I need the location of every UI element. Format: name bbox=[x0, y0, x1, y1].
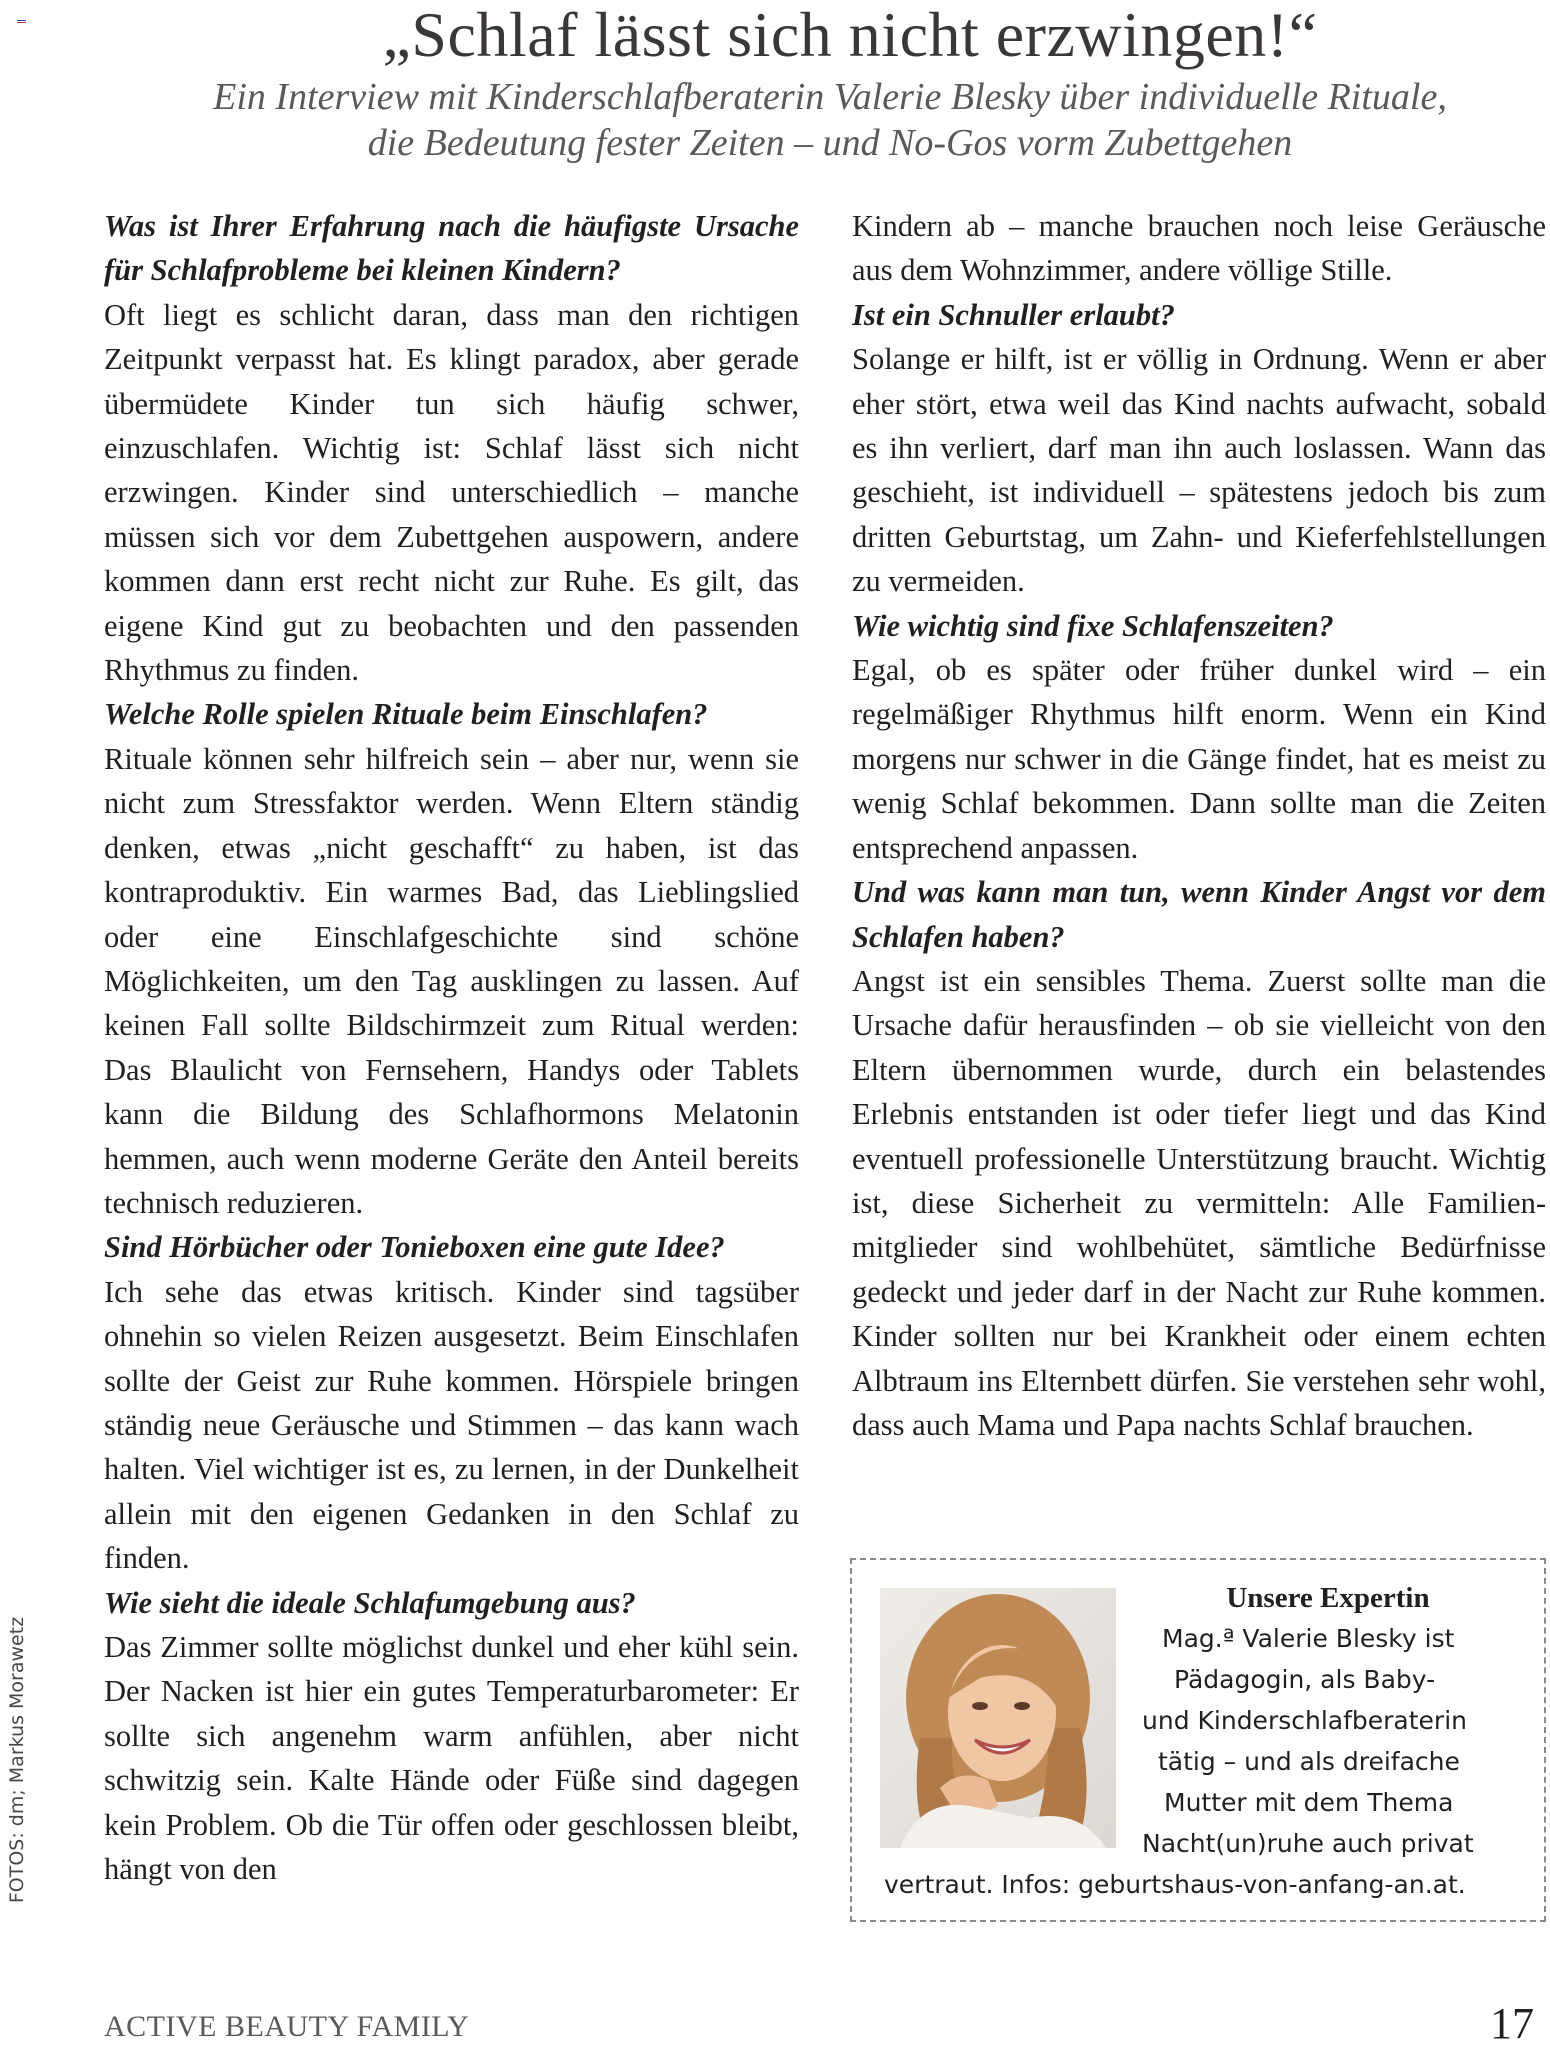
article-title: „Schlaf lässt sich nicht erzwingen!“ bbox=[382, 0, 1318, 70]
photo-credit bbox=[0, 1580, 34, 1940]
interview-answer: Kindern ab – manche brauchen noch leise Geräusche aus dem Wohnzimmer, andere völlige Stille. bbox=[852, 209, 1546, 288]
interview-question: Welche Rolle spielen Rituale beim Einschlafen? bbox=[104, 697, 708, 732]
expert-line: und Kinderschlafberaterin bbox=[1142, 1706, 1467, 1735]
interview-answer: Angst ist ein sensibles Thema. Zuerst sollte man die Ursache dafür herausfinden – ob sie vielleicht von den Eltern übernommen wurde, durch ein belastendes Erlebnis entstanden ist oder tiefer liegt und das Kind eventuell professionelle Unterstützung braucht. Wichtig ist, diese Sicherheit zu vermitteln: Alle Familienmitglieder sind wohlbehütet, sämtliche Bedürfnisse gedeckt und jeder darf in der Nacht zur Ruhe kommen. Kinder sollten nur bei Krankheit oder einem echten Albtraum ins Elternbett dürfen. Sie verstehen sehr wohl, dass auch Mama und Papa nachts Schlaf brauchen. bbox=[852, 963, 1546, 1442]
expert-line: Mutter mit dem Thema bbox=[1164, 1788, 1454, 1817]
expert-line: Nacht(un)ruhe auch privat bbox=[1142, 1829, 1474, 1858]
left-column bbox=[104, 204, 799, 1891]
expert-description bbox=[852, 1618, 1548, 1905]
expert-box-title: Unsere Expertin bbox=[1226, 1582, 1430, 1614]
expert-line: vertraut. Infos: geburtshaus-von-anfang-an.at. bbox=[884, 1870, 1466, 1899]
photo-credit-text: FOTOS: dm; Markus Morawetz bbox=[6, 1616, 28, 1904]
interview-question: Sind Hörbücher oder Tonieboxen eine gute Idee? bbox=[104, 1230, 725, 1265]
interview-answer: Ich sehe das etwas kritisch. Kinder sind tagsüber ohnehin so vielen Reizen ausgesetzt. Beim Einschlafen sollte der Geist zur Ruhe kommen. Hörspiele bringen ständig neue Geräusche und Stimmen – das kann wach halten. Viel wichtiger ist es, zu lernen, in der Dunkelheit allein mit den eigenen Gedanken in den Schlaf zu finden. bbox=[104, 1274, 799, 1576]
subtitle-line: die Bedeutung fester Zeiten – und No-Gos vorm Zubettgehen bbox=[367, 122, 1293, 164]
expert-line: Pädagogin, als Baby- bbox=[1174, 1665, 1436, 1694]
expert-info-box bbox=[850, 1558, 1546, 1922]
article-subtitle bbox=[130, 74, 1530, 166]
magazine-name: ACTIVE BEAUTY FAMILY bbox=[104, 2010, 470, 2043]
right-column bbox=[852, 204, 1546, 1447]
interview-question: Wie wichtig sind fixe Schlafenszeiten? bbox=[852, 608, 1334, 643]
page-number: 17 bbox=[1490, 1999, 1534, 2048]
interview-question: Wie sieht die ideale Schlafumgebung aus? bbox=[104, 1585, 636, 1620]
interview-answer: Egal, ob es später oder früher dunkel wird – ein regelmäßiger Rhythmus hilft enorm. Wenn ein Kind morgens nur schwer in die Gänge findet, hat es meist zu wenig Schlaf bekommen. Dann sollte man die Zeiten entsprechend anpassen. bbox=[852, 653, 1546, 865]
color-mark-icon bbox=[17, 20, 26, 23]
interview-answer: Rituale können sehr hilfreich sein – aber nur, wenn sie nicht zum Stressfaktor werden. Wenn Eltern ständig denken, etwas „nicht geschafft“ zu haben, ist das kontraproduktiv. Ein warmes Bad, das Lieblingslied oder eine Einschlafgeschichte sind schöne Möglichkeiten, um den Tag ausklingen zu lassen. Auf keinen Fall sollte Bildschirmzeit zum Ritual werden: Das Blaulicht von Fernsehern, Handys oder Tablets kann die Bildung des Schlafhormons Melatonin hemmen, auch wenn moderne Geräte den Anteil bereits technisch reduzieren. bbox=[104, 741, 799, 1220]
interview-question: Was ist Ihrer Erfahrung nach die häufigste Ursache für Schlafprobleme bei kleinen Kindern? bbox=[104, 209, 799, 288]
interview-question: Und was kann man tun, wenn Kinder Angst vor dem Schlafen haben? bbox=[852, 875, 1546, 954]
expert-line: Mag.ª Valerie Blesky ist bbox=[1162, 1624, 1455, 1653]
subtitle-line: Ein Interview mit Kinderschlafberaterin Valerie Blesky über individuelle Rituale, bbox=[213, 76, 1447, 118]
interview-answer: Das Zimmer sollte möglichst dunkel und eher kühl sein. Der Nacken ist hier ein gutes Temperaturbarometer: Er sollte sich angenehm warm anfühlen, aber nicht schwitzig sein. Kalte Hände oder Füße sind dagegen kein Problem. Ob die Tür offen oder geschlossen bleibt, hängt von den bbox=[104, 1630, 799, 1887]
interview-answer: Oft liegt es schlicht daran, dass man den richtigen Zeitpunkt verpasst hat. Es klingt paradox, aber gerade übermüdete Kinder tun sich häufig schwer, einzuschlafen. Wichtig ist: Schlaf lässt sich nicht erzwingen. Kinder sind unterschiedlich – manche müssen sich vor dem Zubettgehen auspowern, andere kommen dann erst recht nicht zur Ruhe. Es gilt, das eigene Kind gut zu beobachten und den passenden Rhythmus zu finden. bbox=[104, 297, 799, 688]
interview-answer: Solange er hilft, ist er völlig in Ordnung. Wenn er aber eher stört, etwa weil das Kind nachts aufwacht, sobald es ihn verliert, darf man ihn auch loslassen. Wann das geschieht, ist individuell – spätestens jedoch bis zum dritten Geburtstag, um Zahn- und Kieferfehlstellungen zu vermeiden. bbox=[852, 342, 1546, 599]
expert-line: tätig – und als dreifache bbox=[1158, 1747, 1460, 1776]
interview-question: Ist ein Schnuller erlaubt? bbox=[852, 297, 1175, 332]
